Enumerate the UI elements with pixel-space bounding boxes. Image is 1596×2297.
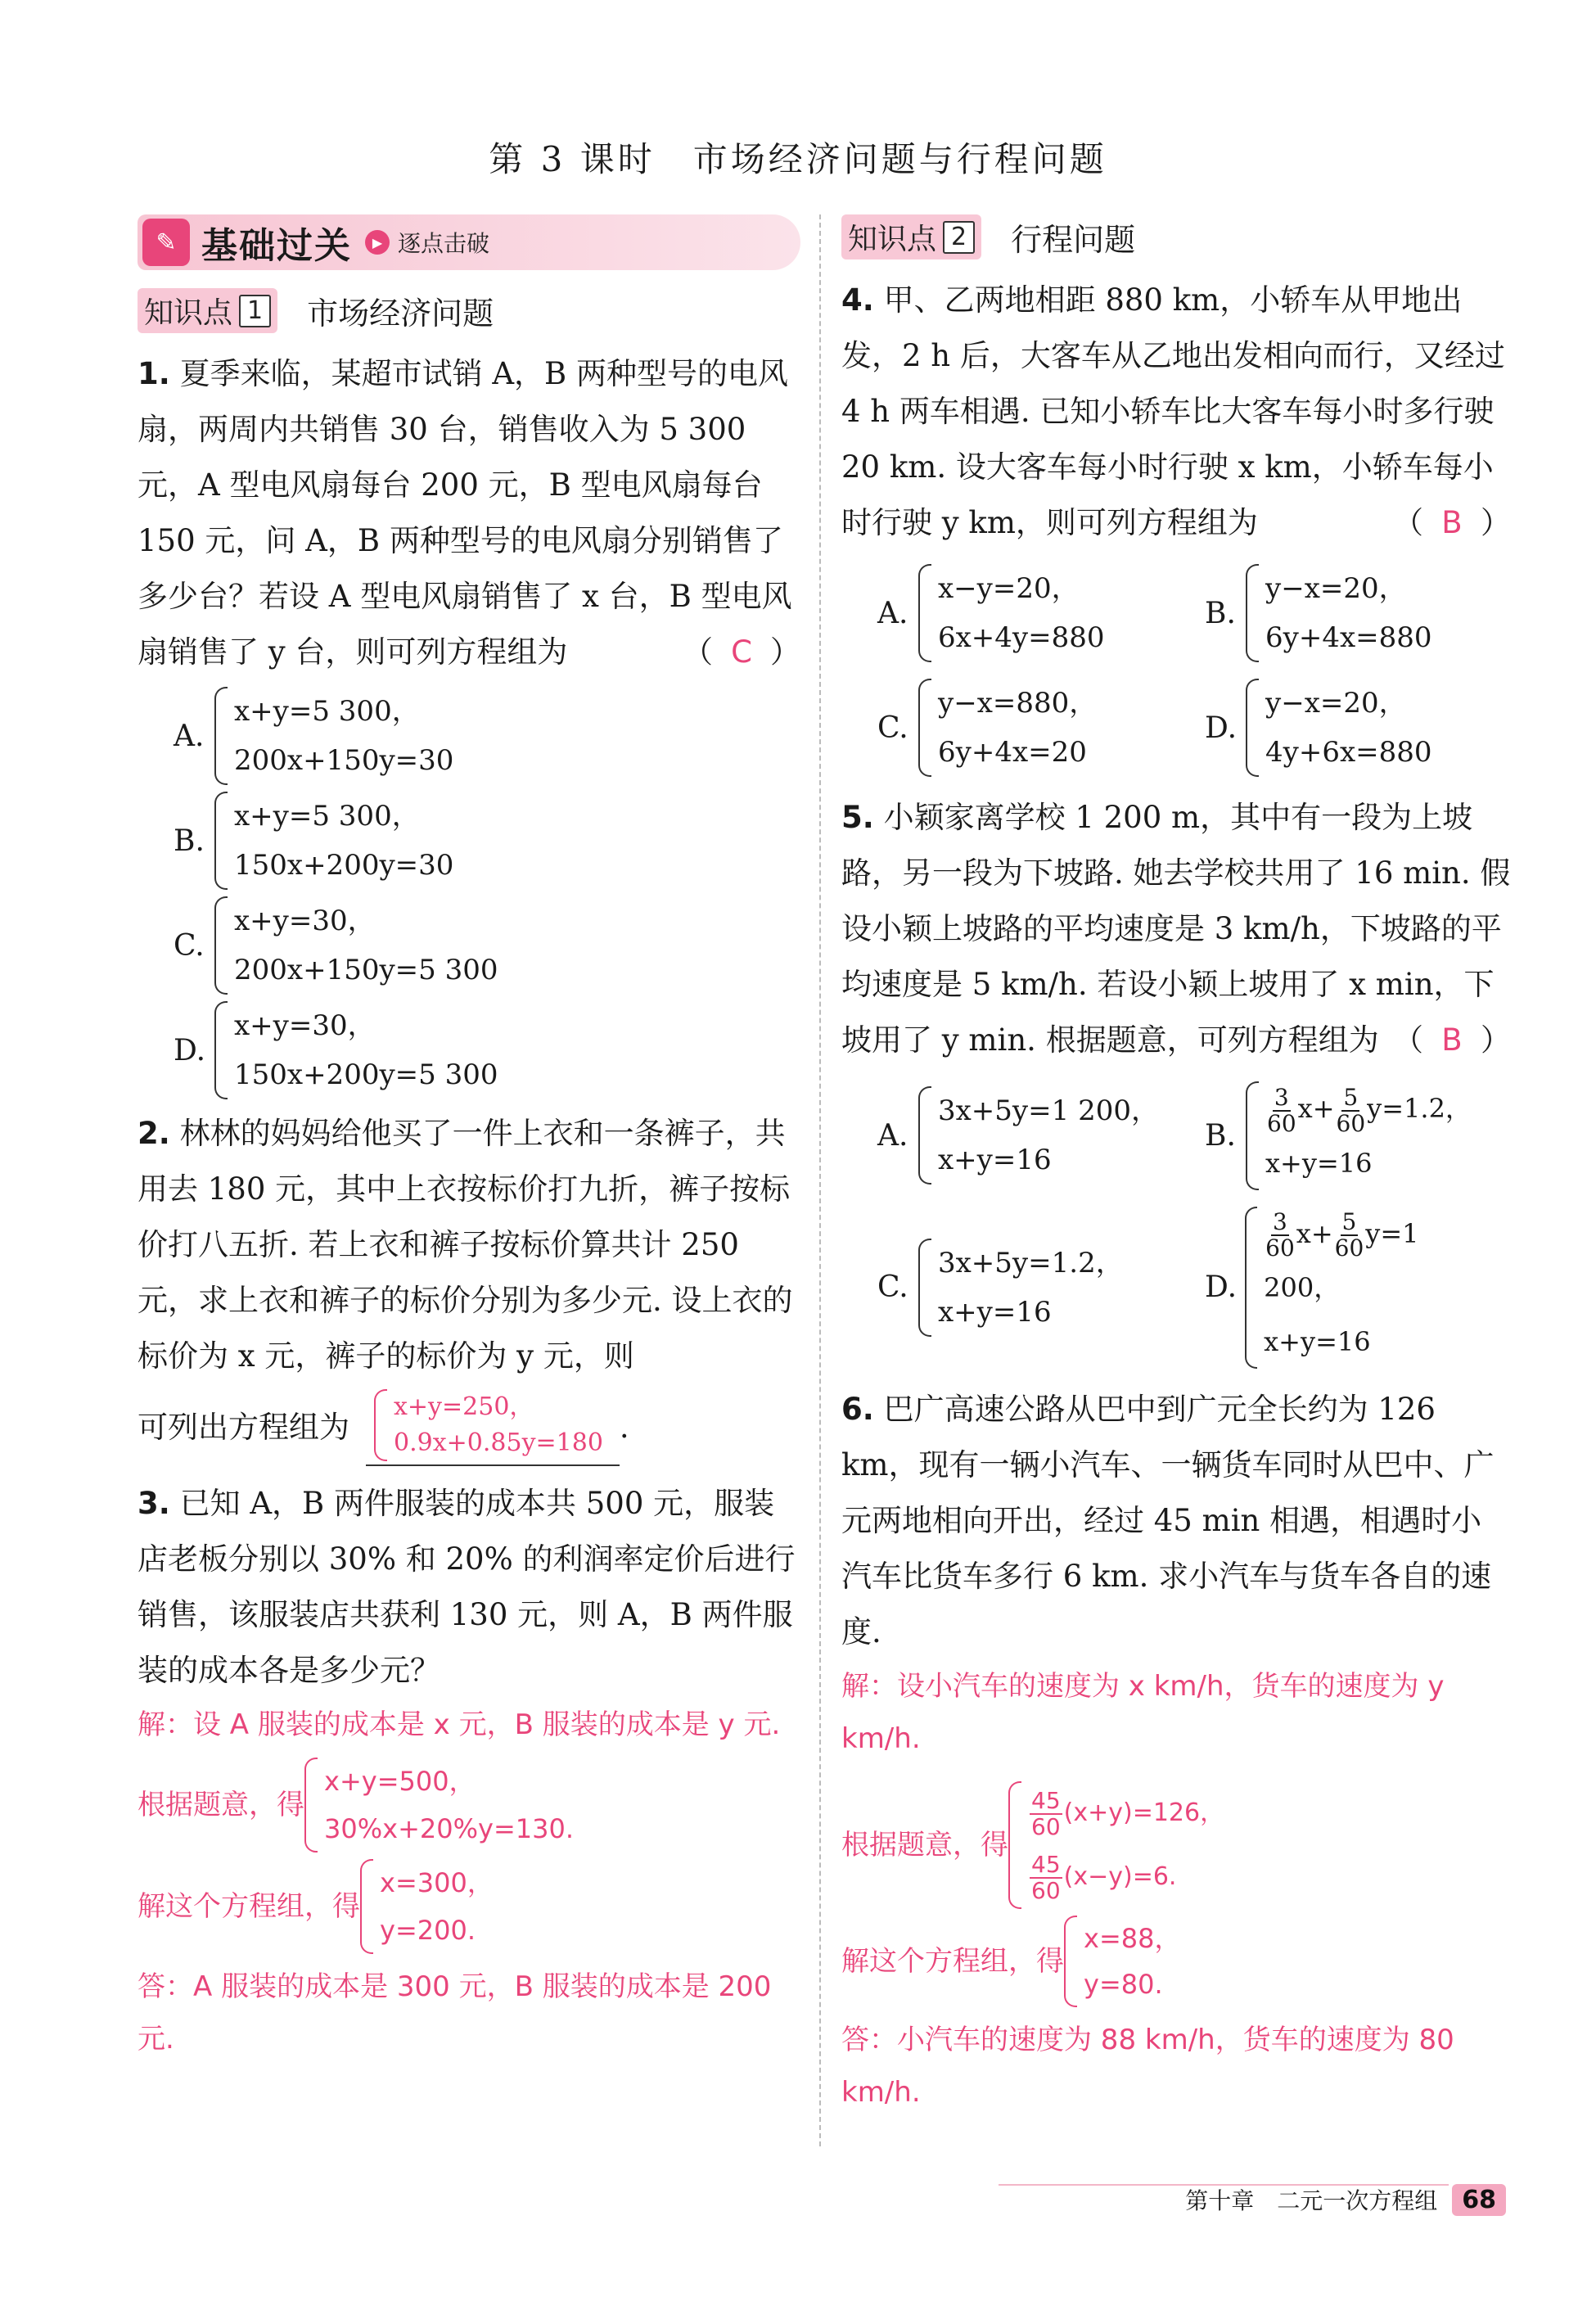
brace-icon [374,1389,387,1461]
question-6 [841,1382,1511,2119]
brace-icon [918,1239,931,1337]
kp-title: 行程问题 [1011,222,1136,258]
question-number: 6. [841,1392,874,1427]
solution-lead: 根据题意，得 [841,1829,1008,1862]
solution-lead: 解这个方程组，得 [138,1890,360,1923]
option-a [877,564,1169,662]
brace-icon [918,1086,931,1185]
option-b [174,792,800,890]
question-text [841,1382,1511,1660]
banner-subtitle: 逐点击破 [398,230,490,257]
solution-result [841,1916,1511,2007]
kp-tag [841,214,981,259]
question-body: 已知 A，B 两件服装的成本共 500 元，服装店老板分别以 30% 和 20% 的利润率定价后进行销售，该服装店共获利 130 元，则 A，B 两件服装的成本各是多少元？ [138,1486,796,1688]
question-body: 夏季来临，某超市试销 A，B 两种型号的电风扇，两周内共销售 30 台，销售收入为 5 300 元，A 型电风扇每台 200 元，B 型电风扇每台 150 元，问 A，B 两种型号的电风扇分别销售了多少台？若设 A 型电风扇销售了 x 台，B 型电风扇销售了 y 台，则可列方程组为 [138,356,792,670]
equation-line: 6y+4x=20 [938,736,1087,769]
brace-icon [1246,564,1259,662]
option-d [1205,1207,1496,1370]
solution [138,1699,800,2065]
equation-line: 4y+6x=880 [1265,736,1432,769]
knowledge-point-2 [841,214,1511,259]
fraction: $\frac{3}{60}$ [1267,1083,1296,1137]
question-body: 甲、乙两地相距 880 km，小轿车从甲地出发，2 h 后，大客车从乙地出发相向而行，又经过 4 h 两车相遇. 已知小轿车比大客车每小时多行驶 20 km. 设大客车每小时行驶 x km，小轿车每小时行驶 y km，则可列方程组为 [841,282,1505,540]
equation-line: 150x+200y=30 [234,849,454,882]
period: . [619,1410,629,1445]
option-label: A. [877,1118,908,1153]
brace-icon [214,1001,228,1099]
equation-line: x=300， [380,1867,494,1898]
equation-line: $\frac{3}{60}$ x+ $\frac{5}{60}$ y=1.2， [1267,1083,1472,1137]
option-label: C. [174,928,205,963]
fraction: $\frac{5}{60}$ [1334,1208,1364,1261]
left-column [138,214,800,2065]
option-label: C. [877,1270,908,1305]
question-number: 5. [841,800,874,835]
equation-line: x+y=500， [324,1766,476,1797]
equation-line: y=80. [1084,1969,1163,2000]
fill-in-row [138,1389,800,1466]
answer-choice: B [1441,505,1463,540]
option-a [174,687,800,785]
brace-icon [214,687,228,785]
question-text [138,346,800,680]
fraction: $\frac{45}{60}$ [1031,1786,1061,1840]
option-label: B. [1205,596,1236,630]
option-a [877,1081,1169,1190]
option-label: A. [174,719,205,753]
options-grid [841,556,1511,785]
solution-answer: 答：小汽车的速度为 88 km/h，货车的速度为 80 km/h. [841,2024,1454,2109]
answer-bracket: （ C ） [683,625,800,680]
page-number: 68 [1452,2184,1506,2216]
equation-line: x+y=16 [1265,1147,1373,1179]
question-number: 4. [841,282,874,318]
option-c [877,679,1169,777]
answer-bracket: （ B ） [1393,1013,1511,1068]
option-label: C. [877,711,908,745]
people-icon: ✎ [142,219,190,266]
brace-icon [1008,1781,1021,1909]
equation-line: 3x+5y=1.2， [938,1246,1124,1279]
answer-bracket: （ B ） [1393,495,1511,551]
brace-icon [1246,679,1259,777]
question-body: 林林的妈妈给他买了一件上衣和一条裤子，共用去 180 元，其中上衣按标价打九折，裤子按标价打八五折. 若上衣和裤子按标价算共计 250 元，求上衣和裤子的标价分别为多少元. 设上衣的标价为 x 元，裤子的标价为 y 元，则 [138,1116,793,1374]
fraction: $\frac{3}{60}$ [1265,1208,1295,1261]
question-number: 1. [138,356,170,391]
question-4 [841,273,1511,785]
right-column [841,214,1511,2119]
option-c [877,1207,1169,1370]
equation-line: y=200. [380,1915,476,1946]
column-divider [819,214,821,2146]
solution-lead: 解这个方程组，得 [841,1945,1064,1978]
footer-rule [999,2184,1449,2186]
section-banner [138,214,800,270]
options-grid [841,1073,1511,1377]
answer-line: x+y=250， [394,1392,534,1421]
equation-line: $\frac{3}{60}$ x+ $\frac{5}{60}$ y=1 200， [1264,1208,1419,1303]
kp-tag-label: 知识点 [848,223,937,256]
question-body: 巴广高速公路从巴中到广元全长约为 126 km，现有一辆小汽车、一辆货车同时从巴中、广元两地相向开出，经过 45 min 相遇，相遇时小汽车比货车多行 6 km. 求小汽车与货车各自的速度. [841,1392,1495,1649]
kp-tag [138,288,277,333]
equation-line: 6x+4y=880 [938,621,1105,654]
brace-icon [1064,1916,1077,2007]
equation-line: 30%x+20%y=130. [324,1813,574,1844]
equation-line: $\frac{45}{60}$ (x+y)=126， [1031,1786,1225,1840]
option-c [174,896,800,995]
equation-line: 6y+4x=880 [1265,621,1432,654]
page-title: 第 3 课时 市场经济问题与行程问题 [489,139,1107,179]
brace-icon [214,792,228,890]
solution-answer: 答：A 服装的成本是 300 元，B 服装的成本是 200 元. [138,1970,772,2056]
solution-line: 解：设小汽车的速度为 x km/h，货车的速度为 y km/h. [841,1670,1445,1755]
option-b [1205,564,1496,662]
solution-system [138,1758,800,1852]
footer-chapter: 第十章 二元一次方程组 [1185,2187,1438,2214]
equation-line: x+y=16 [938,1144,1052,1177]
question-text [138,1476,800,1699]
question-body: 小颖家离学校 1 200 m，其中有一段为上坡路，另一段为下坡路. 她去学校共用了 16 min. 假设小颖上坡路的平均速度是 3 km/h，下坡路的平均速度是 5 km/h. 若设小颖上坡用了 x min，下坡用了 y min. 根据题意，可列方程组为 [841,800,1511,1058]
option-d [1205,679,1496,777]
kp-title: 市场经济问题 [307,296,494,332]
solution-result [138,1859,800,1954]
brace-icon [304,1758,318,1852]
answer-choice: B [1441,1022,1463,1058]
fraction: $\frac{5}{60}$ [1336,1083,1366,1137]
kp-number: 1 [239,295,271,327]
kp-number: 2 [943,221,975,254]
banner-title: 基础过关 [201,225,352,267]
question-text [138,1106,800,1384]
solution-lead: 根据题意，得 [138,1789,304,1821]
answer-line: 0.9x+0.85y=180 [394,1428,603,1457]
question-1 [138,346,800,1099]
question-text [841,790,1511,1068]
option-label: B. [1205,1118,1236,1153]
fill-lead: 可列出方程组为 [138,1410,349,1445]
equation-line: x+y=5 300， [234,800,420,833]
option-label: D. [1205,711,1238,745]
brace-icon [918,679,931,777]
equation-line: 3x+5y=1 200， [938,1094,1159,1128]
brace-icon [1246,1081,1259,1190]
question-number: 2. [138,1116,170,1151]
solution [841,1660,1511,2119]
equation-line: x+y=30， [234,1009,376,1042]
play-icon: ▶ [365,230,390,255]
equation-line: y−x=880， [938,687,1098,720]
fill-blank [366,1389,620,1466]
equation-line: x+y=30， [234,905,376,937]
solution-system [841,1781,1511,1909]
fraction: $\frac{45}{60}$ [1031,1850,1061,1904]
kp-tag-label: 知识点 [144,296,233,330]
equation-line: x+y=16 [1264,1326,1371,1357]
equation-line: $\frac{45}{60}$ (x−y)=6. [1031,1850,1177,1904]
equation-line: x=88， [1084,1923,1181,1954]
equation-line: x−y=20， [938,572,1080,605]
option-label: B. [174,824,205,858]
equation-line: 150x+200y=5 300 [234,1058,498,1091]
page-footer [999,2179,1506,2220]
question-2 [138,1106,800,1466]
equation-line: y−x=20， [1265,572,1407,605]
equation-line: 200x+150y=5 300 [234,954,498,986]
option-d [174,1001,800,1099]
solution-line: 解：设 A 服装的成本是 x 元，B 服装的成本是 y 元. [138,1708,781,1741]
equation-line: x+y=5 300， [234,695,420,728]
brace-icon [360,1859,373,1954]
option-label: A. [877,596,908,630]
question-3 [138,1476,800,2065]
option-label: D. [174,1033,206,1067]
option-b [1205,1081,1496,1190]
answer-choice: C [731,634,752,670]
brace-icon [918,564,931,662]
question-5 [841,790,1511,1377]
equation-line: x+y=16 [938,1295,1052,1329]
brace-icon [1245,1207,1258,1370]
question-number: 3. [138,1486,170,1521]
option-label: D. [1205,1270,1238,1305]
equation-line: 200x+150y=30 [234,744,454,777]
equation-line: y−x=20， [1265,687,1407,720]
brace-icon [214,896,228,995]
question-text [841,273,1511,551]
knowledge-point-1 [138,288,800,333]
